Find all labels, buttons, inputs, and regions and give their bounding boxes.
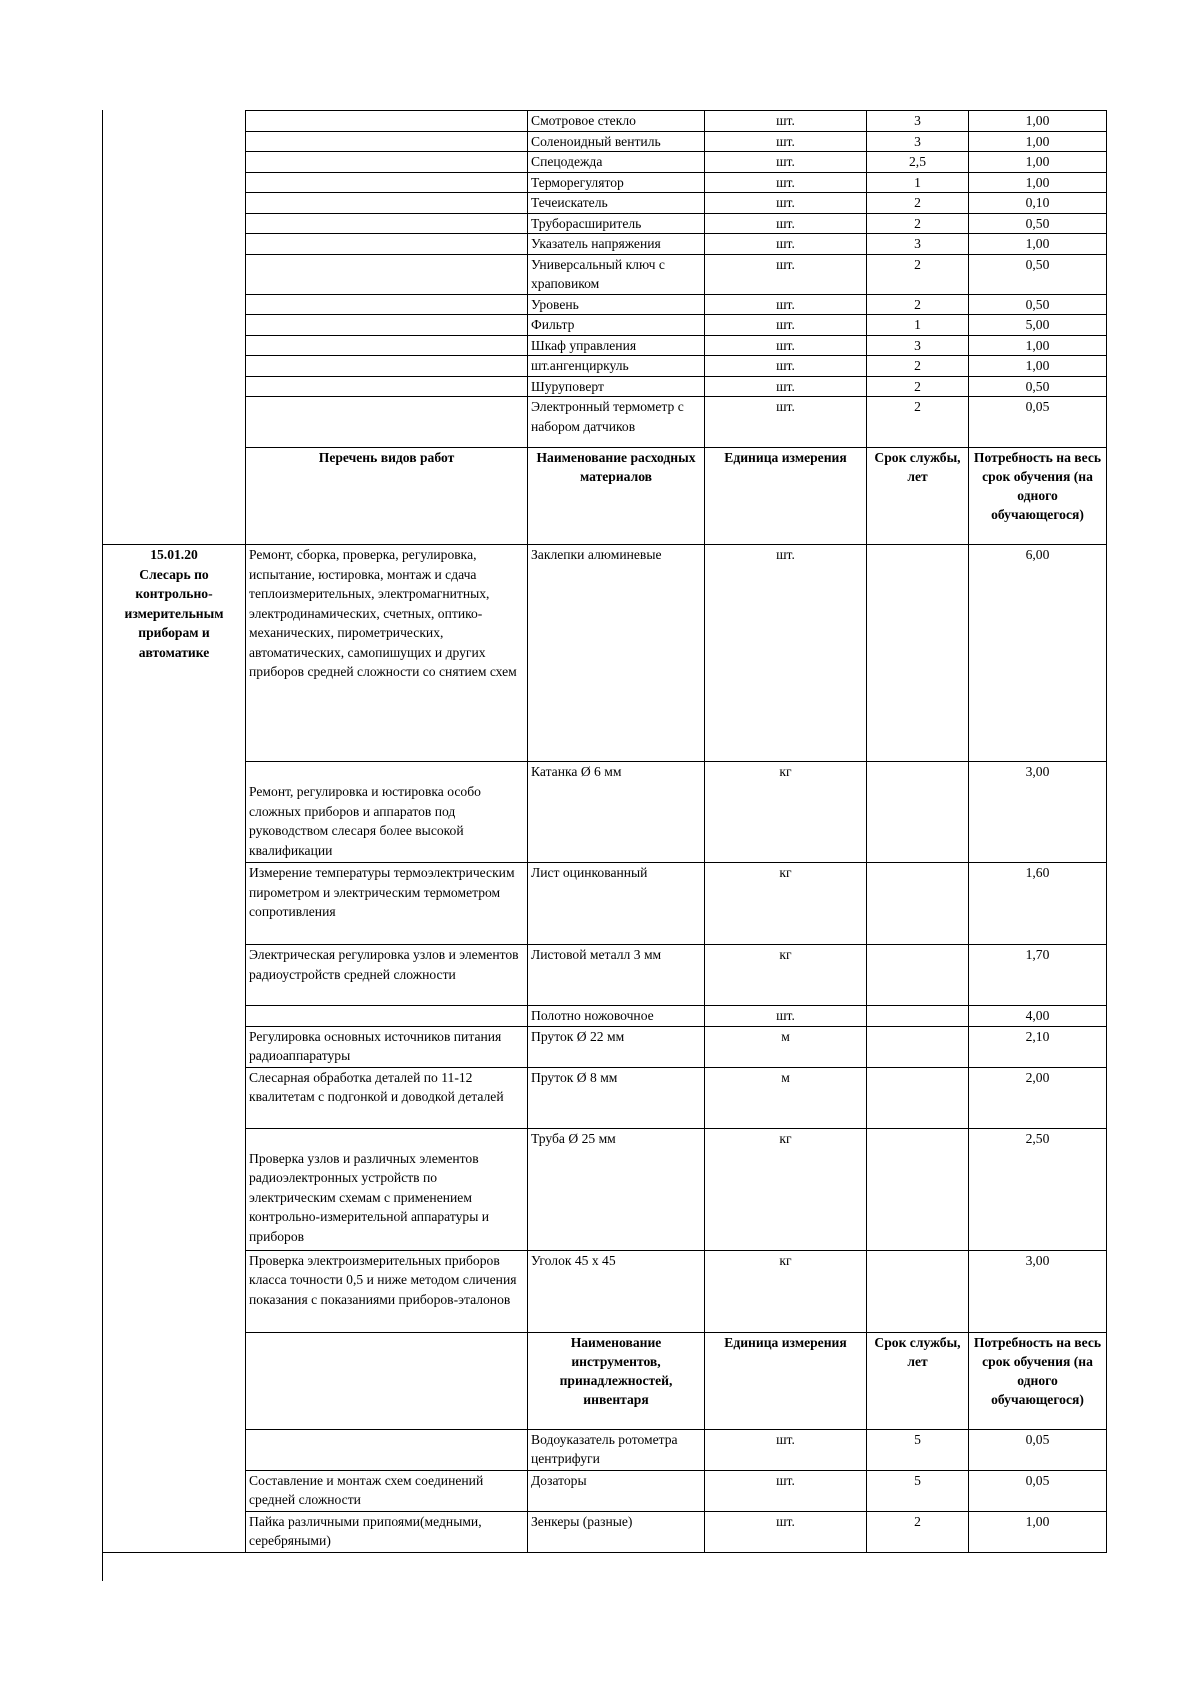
item-unit: м	[705, 1067, 867, 1128]
work-cell	[246, 376, 528, 397]
item-life	[867, 945, 969, 1006]
header-materials-name: Наименование расходных материалов	[528, 448, 705, 545]
header-need: Потребность на весь срок обучения (на одного обучающегося)	[969, 1332, 1107, 1429]
item-need: 1,00	[969, 131, 1107, 152]
work-cell	[246, 1429, 528, 1470]
item-need: 0,50	[969, 254, 1107, 294]
item-life: 5	[867, 1429, 969, 1470]
materials-header-row	[103, 448, 1107, 545]
item-need: 1,00	[969, 111, 1107, 132]
work-cell: Проверка электроизмерительных приборов класса точности 0,5 и ниже методом сличения показания с показаниями приборов-эталонов	[246, 1250, 528, 1332]
item-unit: шт.	[705, 172, 867, 193]
item-name: Листовой металл 3 мм	[528, 945, 705, 1006]
item-need: 1,00	[969, 356, 1107, 377]
item-unit: шт.	[705, 234, 867, 255]
item-name: Смотровое стекло	[528, 111, 705, 132]
header-unit: Единица измерения	[705, 1332, 867, 1429]
item-life: 2	[867, 213, 969, 234]
table-row	[103, 1006, 1107, 1027]
table-row	[103, 1470, 1107, 1511]
work-cell: Измерение температуры термоэлектрическим пирометром и электрическим термометром сопротивления	[246, 863, 528, 945]
work-cell	[246, 111, 528, 132]
item-unit: шт.	[705, 1511, 867, 1552]
work-cell: Пайка различными припоями(медными, серебряными)	[246, 1511, 528, 1552]
item-name: Труба Ø 25 мм	[528, 1128, 705, 1250]
item-need: 1,00	[969, 152, 1107, 173]
item-name: Течеискатель	[528, 193, 705, 214]
item-life	[867, 1026, 969, 1067]
table-row	[103, 1026, 1107, 1067]
table-row	[103, 213, 1107, 234]
work-cell	[246, 152, 528, 173]
item-unit: кг	[705, 863, 867, 945]
item-life	[867, 863, 969, 945]
item-need: 1,00	[969, 172, 1107, 193]
item-name: Шуруповерт	[528, 376, 705, 397]
item-life	[867, 1128, 969, 1250]
item-need: 3,00	[969, 762, 1107, 863]
table-row	[103, 762, 1107, 863]
item-name: Электронный термометр с набором датчиков	[528, 397, 705, 448]
work-cell	[246, 1006, 528, 1027]
item-unit: шт.	[705, 1470, 867, 1511]
table-row	[103, 131, 1107, 152]
item-need: 1,60	[969, 863, 1107, 945]
item-name: Труборасширитель	[528, 213, 705, 234]
item-life	[867, 545, 969, 762]
table-row	[103, 356, 1107, 377]
work-cell: Слесарная обработка деталей по 11-12 квалитетам с подгонкой и доводкой деталей	[246, 1067, 528, 1128]
table-row	[103, 1250, 1107, 1332]
item-unit: шт.	[705, 131, 867, 152]
item-unit: шт.	[705, 152, 867, 173]
table-row	[103, 376, 1107, 397]
table-row	[103, 397, 1107, 448]
item-unit: шт.	[705, 545, 867, 762]
item-life: 2	[867, 193, 969, 214]
item-name: шт.ангенциркуль	[528, 356, 705, 377]
item-life: 3	[867, 234, 969, 255]
item-life: 1	[867, 172, 969, 193]
table-row	[103, 1067, 1107, 1128]
item-unit: шт.	[705, 335, 867, 356]
item-unit: шт.	[705, 315, 867, 336]
item-name: Лист оцинкованный	[528, 863, 705, 945]
table-row	[103, 234, 1107, 255]
work-cell	[246, 254, 528, 294]
item-name: Пруток Ø 22 мм	[528, 1026, 705, 1067]
item-name: Зенкеры (разные)	[528, 1511, 705, 1552]
work-cell: Составление и монтаж схем соединений средней сложности	[246, 1470, 528, 1511]
item-unit: кг	[705, 945, 867, 1006]
item-name: Указатель напряжения	[528, 234, 705, 255]
item-need: 1,00	[969, 1511, 1107, 1552]
tools-header-row	[103, 1332, 1107, 1429]
item-life: 3	[867, 111, 969, 132]
header-unit: Единица измерения	[705, 448, 867, 545]
work-cell: Электрическая регулировка узлов и элементов радиоустройств средней сложности	[246, 945, 528, 1006]
item-life: 2,5	[867, 152, 969, 173]
item-life	[867, 1067, 969, 1128]
item-name: Водоуказатель ротометра центрифуги	[528, 1429, 705, 1470]
item-need: 6,00	[969, 545, 1107, 762]
item-name: Уголок 45 х 45	[528, 1250, 705, 1332]
table-row	[103, 1511, 1107, 1552]
work-cell	[246, 1332, 528, 1429]
item-life: 1	[867, 315, 969, 336]
equipment-table	[102, 110, 1107, 1553]
table-row	[103, 1128, 1107, 1250]
table-row	[103, 315, 1107, 336]
item-life	[867, 762, 969, 863]
item-name: Уровень	[528, 294, 705, 315]
item-name: Полотно ножовочное	[528, 1006, 705, 1027]
header-life: Срок службы, лет	[867, 448, 969, 545]
item-need: 0,05	[969, 397, 1107, 448]
table-row	[103, 945, 1107, 1006]
item-name: Спецодежда	[528, 152, 705, 173]
item-unit: шт.	[705, 111, 867, 132]
table-row	[103, 1429, 1107, 1470]
item-need: 3,00	[969, 1250, 1107, 1332]
table-row	[103, 111, 1107, 132]
table-row	[103, 172, 1107, 193]
item-need: 1,00	[969, 335, 1107, 356]
item-life: 2	[867, 1511, 969, 1552]
work-cell: Проверка узлов и различных элементов радиоэлектронных устройств по электрическим схемам с применением контрольно-измерительной аппаратуры и приборов	[246, 1128, 528, 1250]
item-need: 0,50	[969, 376, 1107, 397]
item-need: 0,50	[969, 213, 1107, 234]
item-name: Заклепки алюминевые	[528, 545, 705, 762]
item-name: Фильтр	[528, 315, 705, 336]
item-life	[867, 1250, 969, 1332]
item-life: 5	[867, 1470, 969, 1511]
item-need: 2,10	[969, 1026, 1107, 1067]
work-cell	[246, 294, 528, 315]
item-unit: шт.	[705, 193, 867, 214]
work-cell	[246, 131, 528, 152]
item-unit: шт.	[705, 356, 867, 377]
work-cell	[246, 397, 528, 448]
work-cell	[246, 234, 528, 255]
item-name: Соленоидный вентиль	[528, 131, 705, 152]
item-unit: м	[705, 1026, 867, 1067]
table-row	[103, 335, 1107, 356]
table-row	[103, 254, 1107, 294]
profession-cell-empty	[103, 111, 246, 545]
item-need: 1,00	[969, 234, 1107, 255]
work-cell	[246, 213, 528, 234]
item-need: 2,00	[969, 1067, 1107, 1128]
item-life: 2	[867, 294, 969, 315]
item-life: 2	[867, 254, 969, 294]
table-row	[103, 193, 1107, 214]
table-row	[103, 545, 1107, 762]
work-cell	[246, 172, 528, 193]
item-need: 1,70	[969, 945, 1107, 1006]
table-row	[103, 152, 1107, 173]
item-need: 4,00	[969, 1006, 1107, 1027]
item-unit: шт.	[705, 1429, 867, 1470]
item-unit: шт.	[705, 397, 867, 448]
header-tools-name: Наименование инструментов, принадлежностей, инвентаря	[528, 1332, 705, 1429]
profession-code: 15.01.20	[150, 547, 198, 562]
item-unit: шт.	[705, 254, 867, 294]
header-need: Потребность на весь срок обучения (на одного обучающегося)	[969, 448, 1107, 545]
table-row	[103, 863, 1107, 945]
profession-title: Слесарь по контрольно-измерительным приборам и автоматике	[124, 566, 224, 660]
table-row	[103, 294, 1107, 315]
item-unit: кг	[705, 1128, 867, 1250]
item-need: 0,10	[969, 193, 1107, 214]
work-cell: Ремонт, сборка, проверка, регулировка, испытание, юстировка, монтаж и сдача теплоизмерительных, электромагнитных, электродинамических, счетных, оптико-механических, пирометрических, автоматических, самопишущих и других приборов средней сложности со снятием схем	[246, 545, 528, 762]
item-name: Дозаторы	[528, 1470, 705, 1511]
header-works: Перечень видов работ	[246, 448, 528, 545]
item-life: 3	[867, 131, 969, 152]
item-unit: шт.	[705, 376, 867, 397]
profession-cell	[103, 545, 246, 1553]
header-life: Срок службы, лет	[867, 1332, 969, 1429]
item-need: 0,50	[969, 294, 1107, 315]
item-unit: шт.	[705, 294, 867, 315]
item-need: 2,50	[969, 1128, 1107, 1250]
item-life: 3	[867, 335, 969, 356]
item-unit: шт.	[705, 213, 867, 234]
item-need: 5,00	[969, 315, 1107, 336]
item-unit: кг	[705, 1250, 867, 1332]
item-life	[867, 1006, 969, 1027]
item-name: Терморегулятор	[528, 172, 705, 193]
work-cell	[246, 315, 528, 336]
item-name: Универсальный ключ с храповиком	[528, 254, 705, 294]
work-cell	[246, 335, 528, 356]
work-cell	[246, 193, 528, 214]
item-unit: кг	[705, 762, 867, 863]
item-life: 2	[867, 376, 969, 397]
work-cell: Ремонт, регулировка и юстировка особо сложных приборов и аппаратов под руководством слесаря более высокой квалификации	[246, 762, 528, 863]
work-cell	[246, 356, 528, 377]
item-unit: шт.	[705, 1006, 867, 1027]
item-need: 0,05	[969, 1470, 1107, 1511]
item-name: Шкаф управления	[528, 335, 705, 356]
item-name: Пруток Ø 8 мм	[528, 1067, 705, 1128]
item-name: Катанка Ø 6 мм	[528, 762, 705, 863]
item-life: 2	[867, 356, 969, 377]
item-need: 0,05	[969, 1429, 1107, 1470]
item-life: 2	[867, 397, 969, 448]
work-cell: Регулировка основных источников питания радиоаппаратуры	[246, 1026, 528, 1067]
